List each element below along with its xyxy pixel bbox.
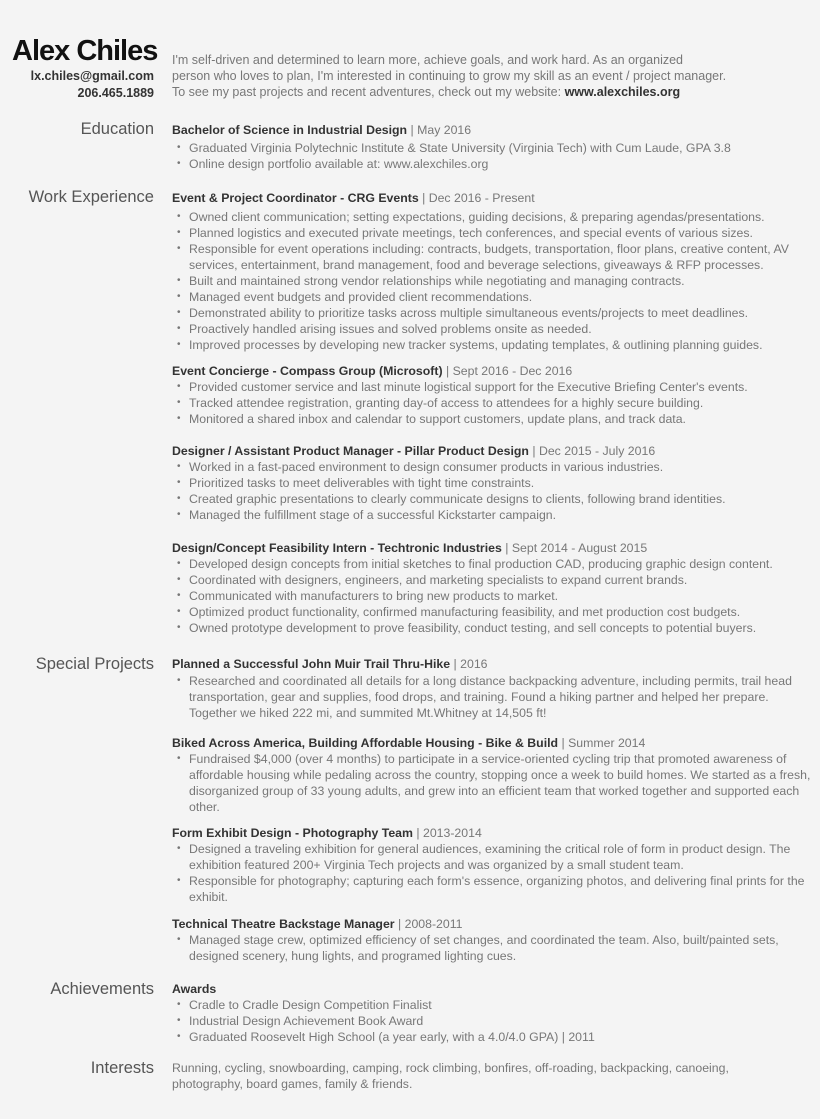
- section-label-special-projects: Special Projects: [35, 655, 154, 673]
- list-item: • Industrial Design Achievement Book Award: [172, 1013, 817, 1029]
- list-item: • Tracked attendee registration, granting day-of access to attendees for a highly secure building.: [172, 395, 817, 411]
- section-label-work-experience: Work Experience: [28, 188, 154, 206]
- project-entry: [172, 916, 797, 964]
- entry-title: Planned a Successful John Muir Trail Thru-Hike: [172, 657, 451, 671]
- intro-line: I'm self-driven and determined to learn more, achieve goals, and work hard. As an organized: [172, 53, 683, 67]
- interests-text: Running, cycling, snowboarding, camping, rock climbing, bonfires, off-roading, backpacking, canoeing, photography, board games, family & friends.: [172, 1061, 729, 1091]
- list-item: • Coordinated with designers, engineers, and marketing specialists to expand current brands.: [172, 572, 817, 588]
- list-item: • Improved processes by developing new tracker systems, updating templates, & outlining planning guides.: [172, 337, 817, 353]
- entry-date: | Summer 2014: [558, 736, 646, 750]
- entry-title: Designer / Assistant Product Manager - Pillar Product Design: [172, 444, 529, 458]
- list-item: • Owned prototype development to prove feasibility, conduct testing, and sell concepts to potential buyers.: [172, 620, 817, 636]
- list-item: • Demonstrated ability to prioritize tasks across multiple simultaneous events/projects to meet deadlines.: [172, 305, 817, 321]
- list-item: • Managed the fulfillment stage of a successful Kickstarter campaign.: [172, 507, 817, 523]
- candidate-name: Alex Chiles: [12, 35, 158, 67]
- list-item: • Graduated Virginia Polytechnic Institute & State University (Virginia Tech) with Cum Laude, GPA 3.8: [172, 140, 817, 156]
- entry-date: | 2008-2011: [394, 917, 463, 931]
- email-address[interactable]: lx.chiles@gmail.com: [30, 69, 154, 83]
- intro-summary: [172, 52, 812, 100]
- list-item: • Provided customer service and last minute logistical support for the Executive Briefing Center's events.: [172, 379, 817, 395]
- section-label-interests: Interests: [90, 1059, 154, 1077]
- entry-date: | Dec 2015 - July 2016: [528, 444, 656, 458]
- entry-title: Biked Across America, Building Affordable Housing - Bike & Build: [172, 736, 559, 750]
- list-item: • Developed design concepts from initial sketches to final production CAD, producing graphic design content.: [172, 556, 817, 572]
- phone-number: 206.465.1889: [77, 86, 154, 100]
- list-item: • Managed stage crew, optimized efficiency of set changes, and coordinated the team. Also, built/painted sets, designed scenery, hung lights, and programed lighting cues.: [172, 932, 797, 964]
- project-entry: [172, 825, 817, 905]
- entry-date: | Sept 2016 - Dec 2016: [442, 364, 573, 378]
- project-entry: [172, 656, 797, 721]
- entry-date: | 2013-2014: [412, 826, 482, 840]
- list-item: • Cradle to Cradle Design Competition Finalist: [172, 997, 817, 1013]
- list-item: • Researched and coordinated all details for a long distance backpacking adventure, including permits, trail head transportation, gear and supplies, food drops, and training. Found a hiking partner and helped her prepare. Together we hiked 222 mi, and summited Mt.Whitney at 14,505 ft!: [172, 673, 797, 721]
- entry-date: | Sept 2014 - August 2015: [501, 541, 648, 555]
- intro-line: To see my past projects and recent adventures, check out my website: www.alexchiles.org: [172, 85, 681, 99]
- awards-subhead: Awards: [172, 982, 217, 996]
- education-entry: [172, 122, 817, 172]
- list-item: • Communicated with manufacturers to bring new products to market.: [172, 588, 817, 604]
- list-item: • Proactively handled arising issues and solved problems onsite as needed.: [172, 321, 817, 337]
- section-label-education: Education: [80, 120, 154, 138]
- list-item: • Optimized product functionality, confirmed manufacturing feasibility, and met production cost budgets.: [172, 604, 817, 620]
- list-item: • Monitored a shared inbox and calendar to support customers, update plans, and track data.: [172, 411, 817, 427]
- website-link[interactable]: www.alexchiles.org: [564, 85, 681, 99]
- list-item: • Created graphic presentations to clearly communicate designs to clients, following brand identities.: [172, 491, 817, 507]
- list-item: • Prioritized tasks to meet deliverables with tight time constraints.: [172, 475, 817, 491]
- entry-title: Form Exhibit Design - Photography Team: [172, 826, 413, 840]
- entry-title: Technical Theatre Backstage Manager: [172, 917, 395, 931]
- project-entry: [172, 735, 817, 815]
- work-entry: [172, 443, 817, 523]
- achievements-entry: [172, 981, 817, 1045]
- list-item: • Fundraised $4,000 (over 4 months) to participate in a service-oriented cycling trip that promoted awareness of affordable housing while pedaling across the country, stopping once a week to build homes. We started as a fresh, disorganized group of 33 young adults, and grew into an efficient team that worked together and supported each other.: [172, 751, 817, 815]
- entry-date: | Dec 2016 - Present: [418, 191, 535, 205]
- entry-date: | May 2016: [407, 123, 472, 137]
- entry-title: Event Concierge - Compass Group (Microsoft): [172, 364, 443, 378]
- work-entry: [172, 363, 817, 427]
- entry-title: Bachelor of Science in Industrial Design: [172, 123, 408, 137]
- list-item: • Worked in a fast-paced environment to design consumer products in various industries.: [172, 459, 817, 475]
- list-item: • Planned logistics and executed private meetings, tech conferences, and special events of various sizes.: [172, 225, 817, 241]
- list-item: • Owned client communication; setting expectations, guiding decisions, & preparing agendas/presentations.: [172, 209, 817, 225]
- list-item: • Managed event budgets and provided client recommendations.: [172, 289, 817, 305]
- list-item: • Responsible for photography; capturing each form's essence, organizing photos, and delivering final prints for the exhibit.: [172, 873, 817, 905]
- entry-title: Design/Concept Feasibility Intern - Techtronic Industries: [172, 541, 502, 555]
- list-item: • Designed a traveling exhibition for general audiences, examining the critical role of form in product design. The exhibition featured 200+ Virginia Tech projects and was organized by a small student team.: [172, 841, 817, 873]
- list-item: • Responsible for event operations including: contracts, budgets, transportation, floor plans, creative content, AV services, entertainment, brand management, food and beverage selections, giveaways & RFP processes.: [172, 241, 817, 273]
- list-item: • Graduated Roosevelt High School (a year early, with a 4.0/4.0 GPA) | 2011: [172, 1029, 817, 1045]
- list-item: • Online design portfolio available at: www.alexchiles.org: [172, 156, 817, 172]
- list-item: • Built and maintained strong vendor relationships while negotiating and managing contracts.: [172, 273, 817, 289]
- section-label-achievements: Achievements: [50, 980, 154, 998]
- work-entry: [172, 540, 817, 636]
- entry-title: Event & Project Coordinator - CRG Events: [172, 191, 419, 205]
- intro-line: person who loves to plan, I'm interested in continuing to grow my skill as an event / project manager.: [172, 69, 727, 83]
- work-entry: [172, 190, 817, 353]
- entry-date: | 2016: [450, 657, 488, 671]
